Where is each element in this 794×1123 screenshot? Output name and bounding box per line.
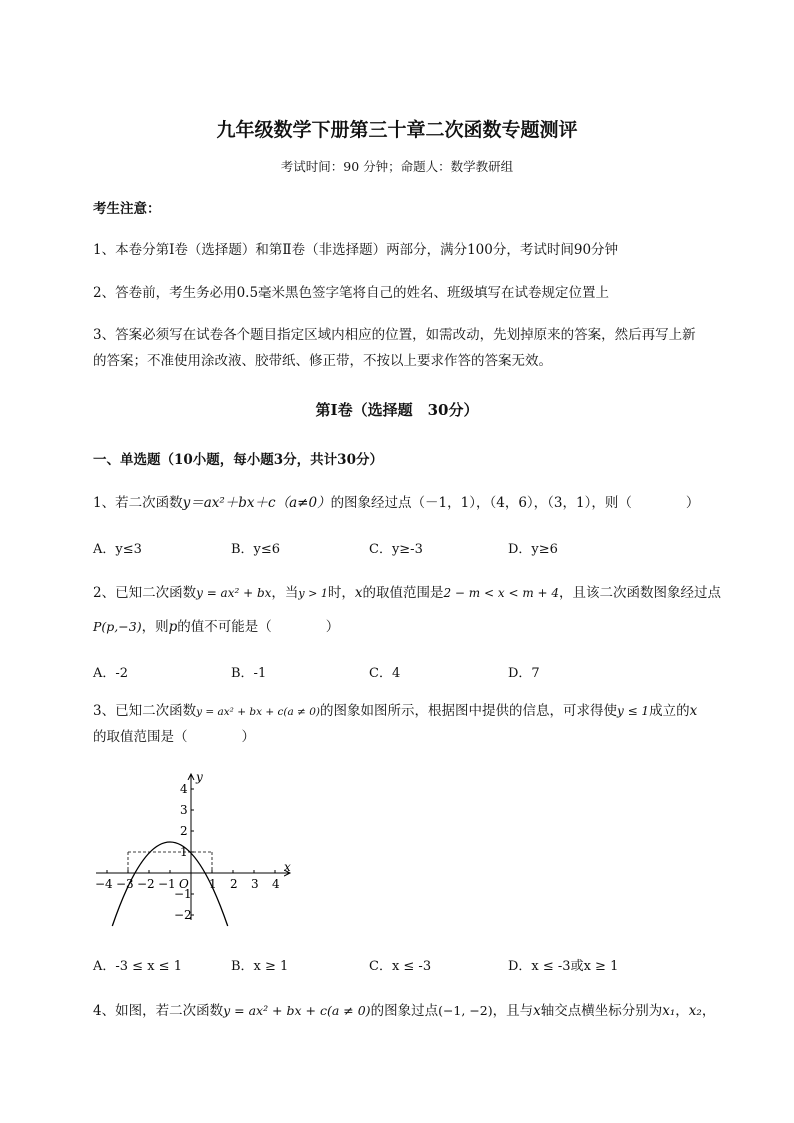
question-2-stem-cont bbox=[93, 618, 339, 636]
x-tick-label: 3 bbox=[251, 877, 259, 891]
q2-var-p: p bbox=[168, 619, 178, 635]
question-1-stem bbox=[93, 494, 699, 512]
notice-item-3-cont: 的答案；不准使用涂改液、胶带纸、修正带，不按以上要求作答的答案无效。 bbox=[93, 353, 552, 369]
q4-var-x2: x₂ bbox=[688, 1003, 702, 1019]
notice-item-1: 1、本卷分第Ⅰ卷（选择题）和第Ⅱ卷（非选择题）两部分，满分100分，考试时间90分钟 bbox=[93, 242, 619, 258]
q4-point: (−1, −2) bbox=[438, 1003, 493, 1018]
parabola-graph bbox=[88, 770, 300, 930]
y-axis-label: y bbox=[196, 770, 203, 784]
y-tick-label: 1 bbox=[180, 845, 188, 859]
x-tick-label: −4 bbox=[95, 877, 113, 891]
q4-var-x: x bbox=[533, 1003, 541, 1019]
q3-text-c: 成立的 bbox=[649, 703, 690, 719]
part-title: 一、单选题（10小题，每小题3分，共计30分） bbox=[93, 452, 383, 468]
q1-option-c: C．y≥-3 bbox=[369, 542, 423, 557]
question-2-stem bbox=[93, 584, 721, 603]
q1-formula: y＝ax²＋bx＋c（a≠0） bbox=[182, 495, 331, 511]
x-tick-label: −2 bbox=[137, 877, 155, 891]
q4-text-b: 的图象过点 bbox=[370, 1003, 439, 1019]
q2-point: P(p,−3) bbox=[93, 619, 142, 634]
q2-text-g: 的值不可能是（ bbox=[177, 619, 272, 635]
q2-text-c: 时， bbox=[327, 585, 355, 601]
q2-option-a: A．-2 bbox=[93, 666, 129, 681]
q2-condition: y > 1 bbox=[298, 587, 328, 600]
notice-heading: 考生注意： bbox=[93, 201, 161, 217]
q4-text-a: 4、如图，若二次函数 bbox=[93, 1003, 224, 1019]
q1-option-b: B．y≤6 bbox=[231, 542, 281, 557]
q3-text-b: 的图象如图所示，根据图中提供的信息，可求得使 bbox=[319, 703, 617, 719]
y-tick-label: 2 bbox=[180, 824, 188, 838]
q3-formula: y = ax² + bx + c(a ≠ 0) bbox=[196, 706, 320, 718]
q3-var-x: x bbox=[689, 703, 698, 719]
q4-comma-end: ， bbox=[701, 1003, 716, 1019]
origin-label: O bbox=[179, 877, 189, 891]
q3-option-b: B．x ≥ 1 bbox=[231, 959, 289, 974]
q3-text-d: 的取值范围是（ bbox=[93, 729, 188, 745]
x-tick-label: 1 bbox=[209, 877, 217, 891]
q2-text-h: ） bbox=[325, 619, 340, 635]
q4-text-c: ，且与 bbox=[492, 1003, 534, 1019]
x-tick-label: −1 bbox=[158, 877, 176, 891]
q2-text-b: ，当 bbox=[271, 585, 299, 601]
q3-condition: y ≤ 1 bbox=[616, 704, 650, 718]
q3-option-d: D．x ≤ -3或x ≥ 1 bbox=[508, 959, 619, 974]
question-3-stem bbox=[93, 702, 697, 721]
q4-formula: y = ax² + bx + c bbox=[223, 1003, 327, 1018]
q1-option-a: A．y≤3 bbox=[93, 542, 142, 557]
y-tick-label: 3 bbox=[180, 803, 188, 817]
question-4-stem bbox=[93, 1002, 715, 1020]
q2-option-d: D．7 bbox=[508, 666, 540, 681]
x-tick-label: −3 bbox=[116, 877, 134, 891]
page-title: 九年级数学下册第三十章二次函数专题测评 bbox=[216, 119, 578, 141]
q4-var-x1: x₁ bbox=[662, 1003, 676, 1019]
q3-text-a: 3、已知二次函数 bbox=[93, 703, 197, 719]
q2-var-x: x bbox=[354, 585, 363, 601]
x-tick-label: 4 bbox=[272, 877, 280, 891]
section-title: 第Ⅰ卷（选择题 30分） bbox=[315, 401, 479, 419]
q2-text-d: 的取值范围是 bbox=[362, 585, 444, 601]
x-axis-label: x bbox=[284, 860, 291, 874]
notice-item-3: 3、答案必须写在试卷各个题目指定区域内相应的位置，如需改动，先划掉原来的答案，然后再写上新 bbox=[93, 327, 696, 343]
q1-text-c: ） bbox=[685, 495, 700, 511]
q2-text-f: ，则 bbox=[141, 619, 169, 635]
y-tick-label: −1 bbox=[174, 887, 192, 901]
q2-option-b: B．-1 bbox=[231, 666, 267, 681]
notice-item-2: 2、答卷前，考生务必用0.5毫米黑色签字笔将自己的姓名、班级填写在试卷规定位置上 bbox=[93, 285, 610, 301]
q3-option-a: A．-3 ≤ x ≤ 1 bbox=[93, 959, 182, 974]
x-tick-label: 2 bbox=[230, 877, 238, 891]
y-tick-label: 4 bbox=[180, 782, 188, 796]
question-3-stem-cont bbox=[93, 728, 255, 746]
q2-option-c: C．4 bbox=[369, 666, 401, 681]
q2-text-e: ，且该二次函数图象经过点 bbox=[559, 585, 722, 601]
q2-text-a: 2、已知二次函数 bbox=[93, 585, 197, 601]
q4-comma: ， bbox=[675, 1003, 689, 1019]
q2-formula: y = ax² + bx bbox=[196, 586, 272, 600]
page-subtitle: 考试时间：90 分钟；命题人：数学教研组 bbox=[280, 159, 514, 174]
y-tick-label: −2 bbox=[174, 908, 192, 922]
q1-text-b: 的图象经过点（－1，1），（4，6），（3，1），则（ bbox=[330, 495, 632, 511]
q2-range: 2 − m < x < m + 4 bbox=[443, 586, 560, 600]
q3-text-e: ） bbox=[241, 729, 255, 745]
q3-option-c: C．x ≤ -3 bbox=[369, 959, 432, 974]
q1-text-a: 1、若二次函数 bbox=[93, 495, 183, 511]
q4-condition: (a ≠ 0) bbox=[326, 1003, 371, 1018]
q4-text-d: 轴交点横坐标分别为 bbox=[540, 1003, 663, 1019]
q1-option-d: D．y≥6 bbox=[508, 542, 558, 557]
